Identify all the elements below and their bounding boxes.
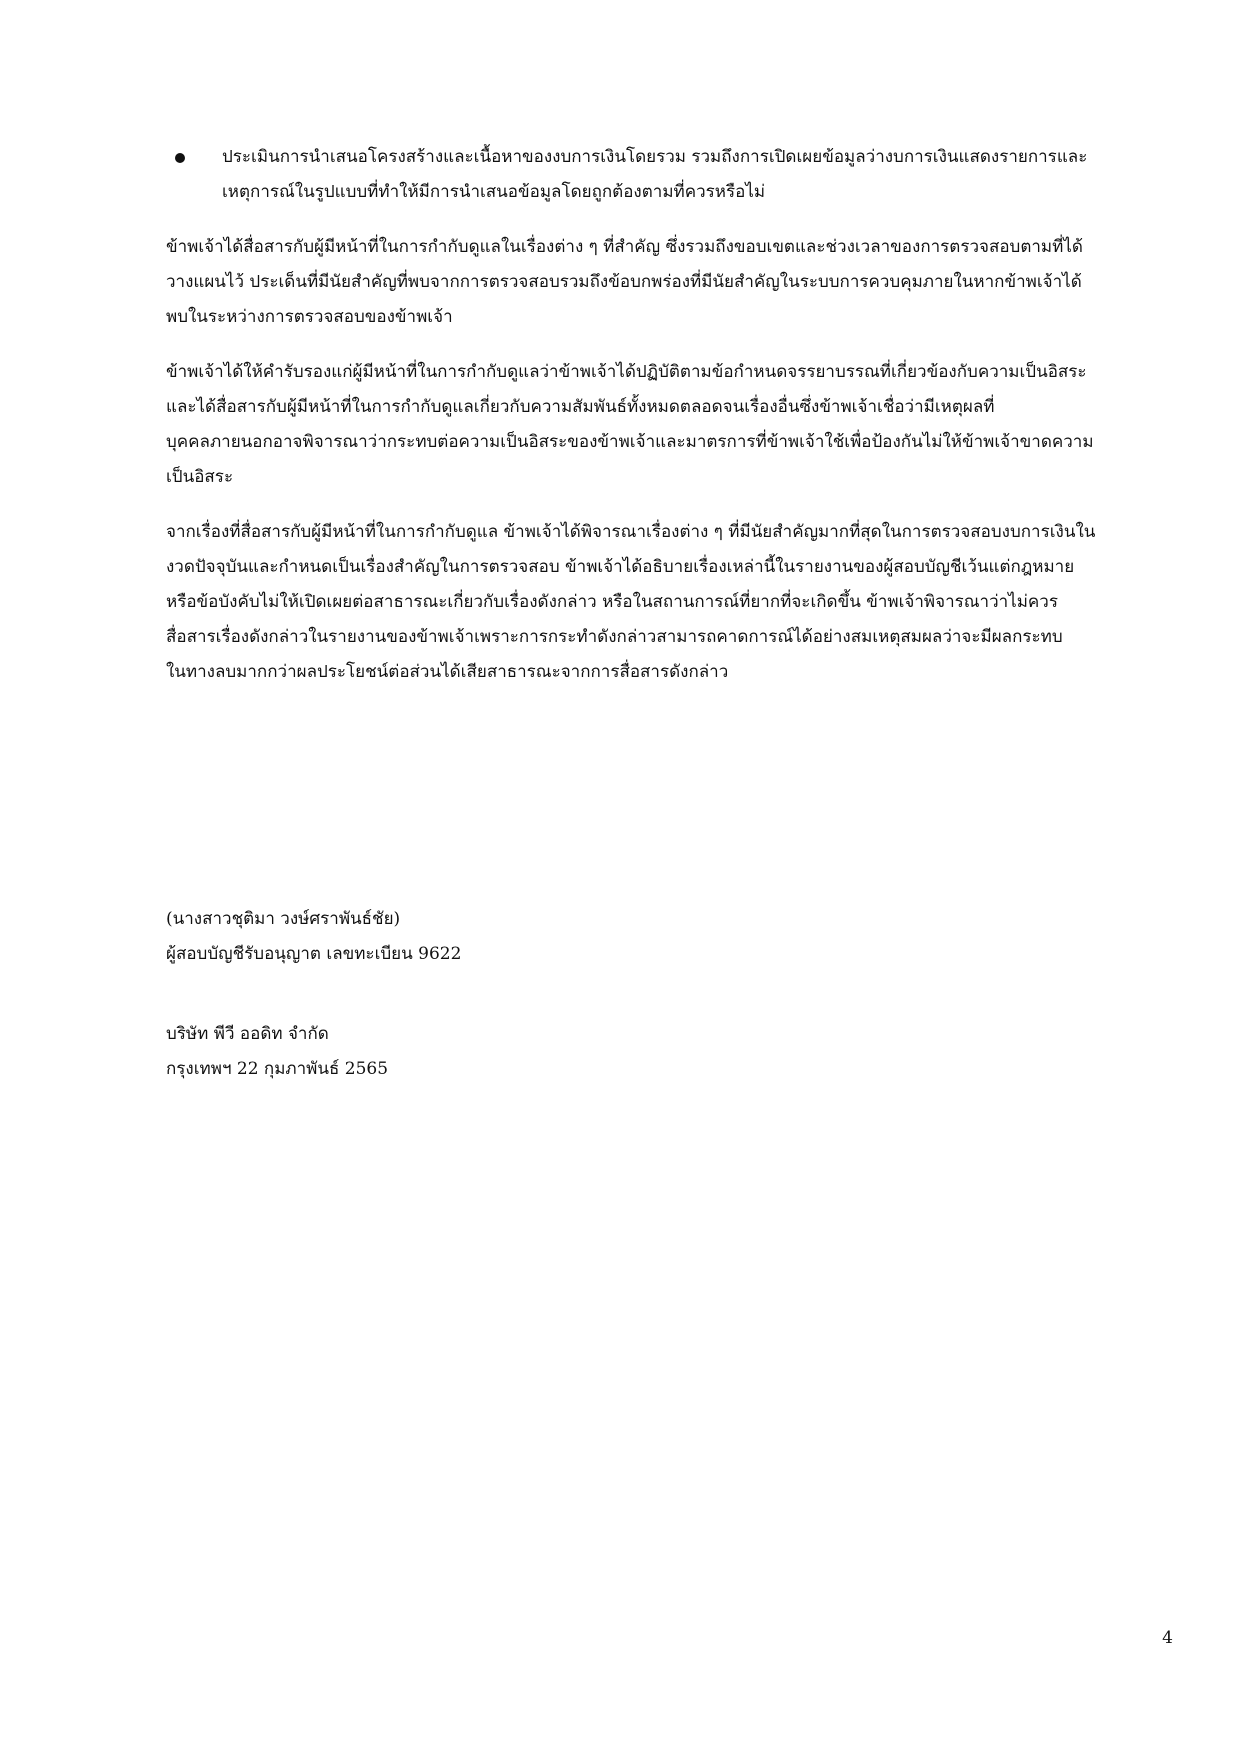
paragraph-line: วางแผนไว้ ประเด็นที่มีนัยสำคัญที่พบจากการตรวจสอบรวมถึงข้อบกพร่องที่มีนัยสำคัญในระบบการควบคุมภายในหากข้าพเจ้าได้	[166, 272, 1082, 292]
auditor-license: ผู้สอบบัญชีรับอนุญาต เลขทะเบียน 9622	[166, 944, 462, 964]
bullet-line: ประเมินการนำเสนอโครงสร้างและเนื้อหาของงบการเงินโดยรวม รวมถึงการเปิดเผยข้อมูลว่างบการเงินแสดงรายการและ	[222, 147, 1088, 167]
bullet-item	[166, 140, 1180, 210]
auditor-signature-block	[166, 902, 866, 972]
page-number: 4	[1162, 1628, 1173, 1648]
paragraph-line: พบในระหว่างการตรวจสอบของข้าพเจ้า	[166, 307, 453, 327]
report-body	[166, 140, 1180, 710]
paragraph-line: ข้าพเจ้าได้ให้คำรับรองแก่ผู้มีหน้าที่ในการกำกับดูแลว่าข้าพเจ้าได้ปฏิบัติตามข้อกำหนดจรรยาบรรณที่เกี่ยวข้องกับความเป็นอิสระ	[166, 362, 1087, 382]
firm-name: บริษัท พีวี ออดิท จำกัด	[166, 1024, 329, 1044]
paragraph-line: เป็นอิสระ	[166, 467, 234, 487]
paragraph-line: ในทางลบมากกว่าผลประโยชน์ต่อส่วนได้เสียสาธารณะจากการสื่อสารดังกล่าว	[166, 662, 729, 682]
paragraph-line: งวดปัจจุบันและกำหนดเป็นเรื่องสำคัญในการตรวจสอบ ข้าพเจ้าได้อธิบายเรื่องเหล่านี้ในรายงานของผู้สอบบัญชีเว้นแต่กฎหมาย	[166, 557, 1075, 577]
auditor-name: (นางสาวชุติมา วงษ์ศราพันธ์ชัย)	[166, 909, 401, 929]
bullet-dot-icon	[175, 153, 185, 163]
paragraph-communication	[166, 230, 1180, 335]
paragraph-line: ข้าพเจ้าได้สื่อสารกับผู้มีหน้าที่ในการกำกับดูแลในเรื่องต่าง ๆ ที่สำคัญ ซึ่งรวมถึงขอบเขตและช่วงเวลาของการตรวจสอบตามที่ได้	[166, 237, 1083, 257]
place-date: กรุงเทพฯ 22 กุมภาพันธ์ 2565	[166, 1059, 389, 1079]
paragraph-line: และได้สื่อสารกับผู้มีหน้าที่ในการกำกับดูแลเกี่ยวกับความสัมพันธ์ทั้งหมดตลอดจนเรื่องอื่นซึ่งข้าพเจ้าเชื่อว่ามีเหตุผลที่	[166, 397, 995, 417]
paragraph-independence	[166, 355, 1180, 495]
paragraph-line: จากเรื่องที่สื่อสารกับผู้มีหน้าที่ในการกำกับดูแล ข้าพเจ้าได้พิจารณาเรื่องต่าง ๆ ที่มีนัยสำคัญมากที่สุดในการตรวจสอบงบการเงินใน	[166, 522, 1096, 542]
bullet-line: เหตุการณ์ในรูปแบบที่ทำให้มีการนำเสนอข้อมูลโดยถูกต้องตามที่ควรหรือไม่	[222, 182, 766, 202]
firm-block	[166, 1017, 866, 1087]
paragraph-line: สื่อสารเรื่องดังกล่าวในรายงานของข้าพเจ้าเพราะการกระทำดังกล่าวสามารถคาดการณ์ได้อย่างสมเหตุสมผลว่าจะมีผลกระทบ	[166, 627, 1063, 647]
paragraph-key-audit-matters	[166, 515, 1180, 690]
paragraph-line: หรือข้อบังคับไม่ให้เปิดเผยต่อสาธารณะเกี่ยวกับเรื่องดังกล่าว หรือในสถานการณ์ที่ยากที่จะเกิดขึ้น ข้าพเจ้าพิจารณาว่าไม่ควร	[166, 592, 1058, 612]
paragraph-line: บุคคลภายนอกอาจพิจารณาว่ากระทบต่อความเป็นอิสระของข้าพเจ้าและมาตรการที่ข้าพเจ้าใช้เพื่อป้องกันไม่ให้ข้าพเจ้าขาดความ	[166, 432, 1094, 452]
